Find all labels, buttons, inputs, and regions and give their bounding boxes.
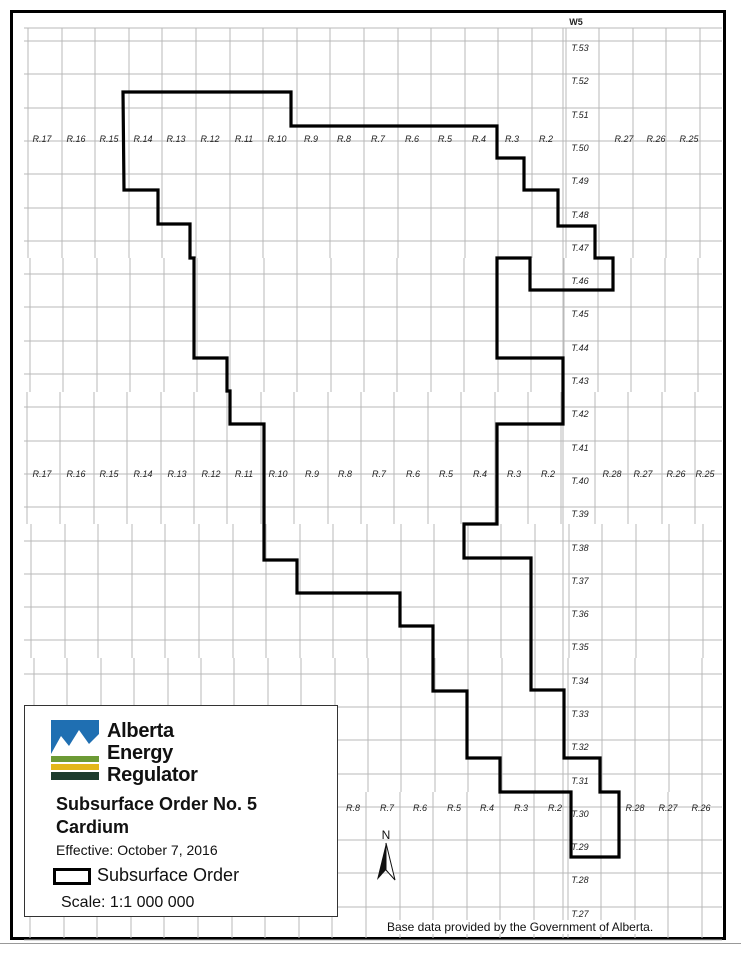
range-label: R.10: [267, 134, 287, 144]
township-label: T.46: [571, 276, 589, 286]
range-label: R.14: [133, 134, 153, 144]
township-label: T.31: [571, 776, 589, 786]
range-label: R.10: [268, 469, 288, 479]
range-label: R.28: [625, 803, 645, 813]
range-label: R.25: [695, 469, 715, 479]
range-label: R.16: [66, 469, 86, 479]
township-label: T.43: [571, 376, 589, 386]
org-name-line-2: Energy: [107, 742, 174, 764]
range-label: R.7: [371, 469, 387, 479]
township-label: T.42: [571, 409, 589, 419]
range-label: R.17: [32, 469, 52, 479]
data-credit: Base data provided by the Government of Alberta.: [387, 920, 654, 934]
township-label: T.50: [571, 143, 589, 153]
range-label: R.6: [412, 803, 428, 813]
township-label: T.35: [571, 642, 589, 652]
range-label: R.27: [633, 469, 653, 479]
range-label: R.4: [479, 803, 495, 813]
range-label: R.26: [646, 134, 666, 144]
township-label: T.44: [571, 343, 589, 353]
range-label: R.8: [337, 469, 353, 479]
range-label: R.15: [99, 134, 119, 144]
range-label: R.2: [538, 134, 554, 144]
township-label: T.45: [571, 309, 589, 319]
aer-logo-icon: [51, 720, 101, 784]
range-label: R.2: [540, 469, 556, 479]
bottom-rule: [0, 943, 741, 944]
range-label: R.15: [99, 469, 119, 479]
range-label: R.26: [666, 469, 686, 479]
range-label: R.5: [437, 134, 453, 144]
township-label: T.40: [571, 476, 589, 486]
range-label: R.2: [547, 803, 563, 813]
range-label: R.7: [370, 134, 386, 144]
township-label: T.41: [571, 443, 589, 453]
township-label: T.47: [571, 243, 589, 253]
legend-symbol: [53, 868, 91, 885]
org-name-line-1: Alberta: [107, 720, 174, 742]
range-label: R.9: [303, 134, 319, 144]
range-label: R.7: [379, 803, 395, 813]
range-label: R.25: [679, 134, 699, 144]
meridian-label: W5: [569, 17, 583, 27]
township-label: T.38: [571, 543, 589, 553]
township-label: T.28: [571, 875, 589, 885]
township-label: T.37: [571, 576, 589, 586]
range-label: R.6: [405, 469, 421, 479]
range-label: R.11: [234, 134, 254, 144]
township-label: T.29: [571, 842, 589, 852]
range-label: R.3: [506, 469, 522, 479]
range-label: R.5: [438, 469, 454, 479]
range-label: R.28: [602, 469, 622, 479]
range-label: R.11: [234, 469, 254, 479]
township-label: T.51: [571, 110, 589, 120]
range-label: R.13: [166, 134, 186, 144]
range-label: R.6: [404, 134, 420, 144]
township-label: T.52: [571, 76, 589, 86]
range-label: R.12: [200, 134, 220, 144]
township-label: T.33: [571, 709, 589, 719]
range-label: R.8: [336, 134, 352, 144]
township-label: T.27: [571, 909, 589, 919]
township-label: T.32: [571, 742, 589, 752]
org-name-line-3: Regulator: [107, 764, 198, 786]
township-label: T.49: [571, 176, 589, 186]
map-scale: Scale: 1:1 000 000: [61, 894, 195, 911]
range-label: R.26: [691, 803, 711, 813]
legend-symbol-label: Subsurface Order: [97, 865, 240, 885]
range-label: R.17: [32, 134, 52, 144]
range-label: R.16: [66, 134, 86, 144]
township-label: T.36: [571, 609, 589, 619]
range-label: R.5: [446, 803, 462, 813]
township-label: T.53: [571, 43, 589, 53]
township-label: T.34: [571, 676, 589, 686]
map-legend: [24, 705, 338, 917]
range-label: R.9: [304, 469, 320, 479]
order-title: Subsurface Order No. 5: [56, 794, 258, 814]
range-label: R.27: [658, 803, 678, 813]
range-label: R.4: [472, 469, 488, 479]
effective-date: Effective: October 7, 2016: [56, 842, 218, 858]
range-label: R.3: [513, 803, 529, 813]
township-label: T.30: [571, 809, 589, 819]
north-arrow-icon: [371, 828, 401, 884]
range-label: R.3: [504, 134, 520, 144]
township-label: T.39: [571, 509, 589, 519]
range-label: R.8: [345, 803, 361, 813]
range-label: R.4: [471, 134, 487, 144]
range-label: R.14: [133, 469, 153, 479]
range-label: R.27: [614, 134, 634, 144]
township-label: T.48: [571, 210, 589, 220]
north-label: N: [381, 828, 391, 842]
range-label: R.12: [201, 469, 221, 479]
formation-name: Cardium: [56, 817, 130, 837]
range-label: R.13: [167, 469, 187, 479]
